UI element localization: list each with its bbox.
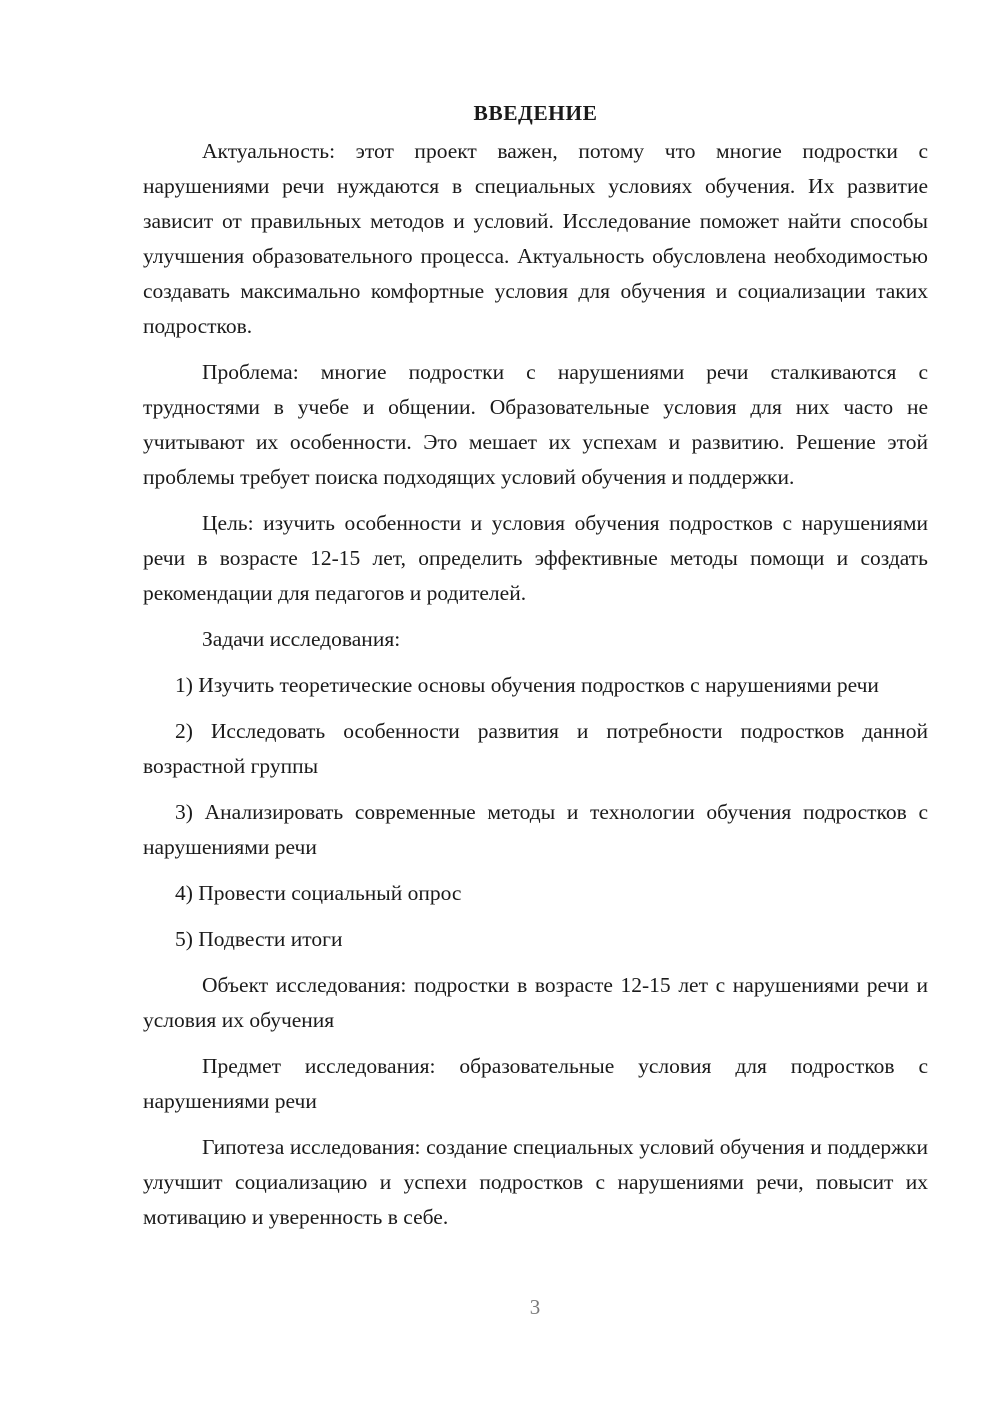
page-content [143,96,928,1246]
paragraph-tasks-heading: Задачи исследования: [202,627,401,651]
paragraph-object: Объект исследования: подростки в возрасте 12-15 лет с нарушениями речи и условия их обучения [143,973,928,1032]
paragraph-goal: Цель: изучить особенности и условия обучения подростков с нарушениями речи в возрасте 12-15 лет, определить эффективные методы помощи и создать рекомендации для педагогов и родителей. [143,511,928,605]
paragraph-problem: Проблема: многие подростки с нарушениями речи сталкиваются с трудностями в учебе и общении. Образовательные условия для них часто не учитывают их особенности. Это мешает их успехам и развитию. Решение этой проблемы требует поиска подходящих условий обучения и поддержки. [143,360,928,489]
page-number: 3 [529,1295,541,1319]
task-item-1: 1) Изучить теоретические основы обучения подростков с нарушениями речи [175,673,879,697]
paragraph-hypothesis: Гипотеза исследования: создание специальных условий обучения и поддержки улучшит социализацию и успехи подростков с нарушениями речи, повысит их мотивацию и уверенность в себе. [143,1135,928,1229]
task-item-2: 2) Исследовать особенности развития и потребности подростков данной возрастной группы [143,719,928,778]
paragraph-relevance: Актуальность: этот проект важен, потому что многие подростки с нарушениями речи нуждаются в специальных условиях обучения. Их развитие зависит от правильных методов и условий. Исследование поможет найти способы улучшения образовательного процесса. Актуальность обусловлена необходимостью создавать максимально комфортные условия для обучения и социализации таких подростков. [143,139,928,338]
section-title: ВВЕДЕНИЕ [473,101,598,125]
task-item-4: 4) Провести социальный опрос [175,881,462,905]
task-item-3: 3) Анализировать современные методы и технологии обучения подростков с нарушениями речи [143,800,928,859]
task-item-5: 5) Подвести итоги [175,927,343,951]
paragraph-subject: Предмет исследования: образовательные условия для подростков с нарушениями речи [143,1054,928,1113]
